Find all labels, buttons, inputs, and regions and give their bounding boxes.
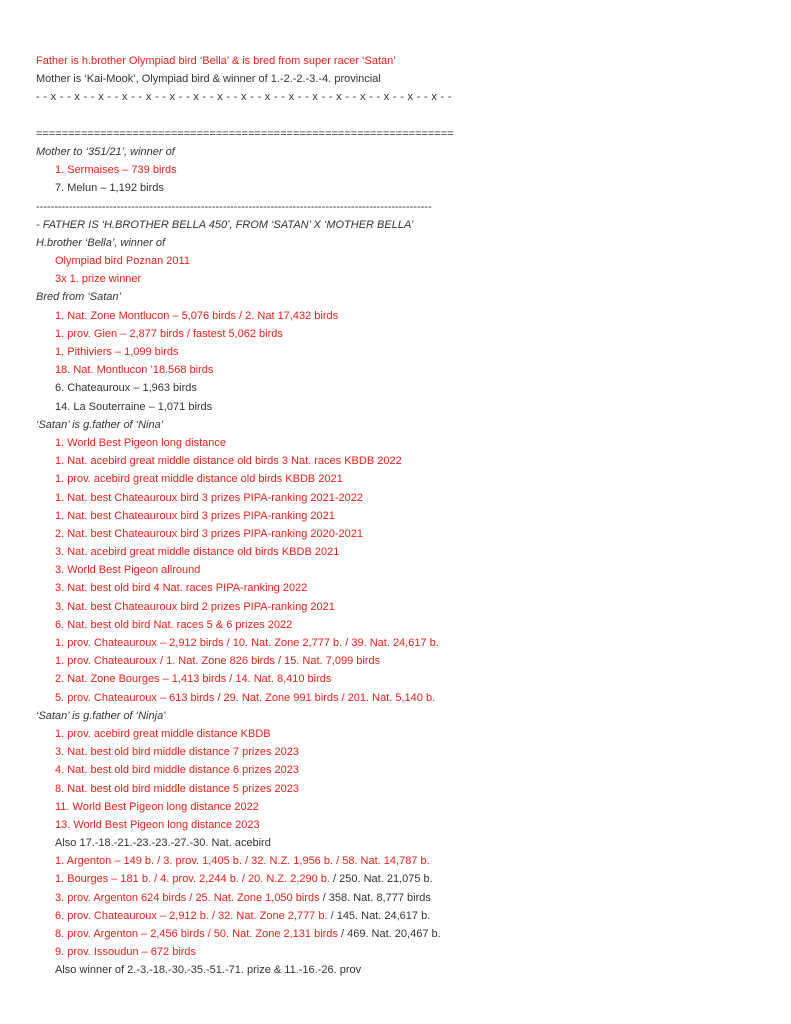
result-line: 3. World Best Pigeon allround — [55, 564, 201, 577]
result-line: 4. Nat. best old bird middle distance 6 prizes 2023 — [55, 764, 299, 777]
result-line: 1. prov. Gien – 2,877 birds / fastest 5,062 birds — [55, 327, 283, 340]
result-line — [36, 889, 756, 907]
result-red-part: 9. prov. Issoudun – 672 birds — [55, 946, 197, 959]
result-line: 3. Nat. acebird great middle distance old birds KBDB 2021 — [55, 546, 340, 559]
father-line: Father is h.brother Olympiad bird ‘Bella’ & is bred from super racer ‘Satan’ — [36, 55, 396, 67]
result-line: 1. Nat. acebird great middle distance old birds 3 Nat. races KBDB 2022 — [55, 455, 402, 468]
result-dark-part: / 145. Nat. 24,617 b. — [327, 909, 431, 922]
result-line — [36, 870, 756, 888]
result-line: 3. Nat. best Chateauroux bird 2 prizes PIPA-ranking 2021 — [55, 600, 335, 613]
result-line: 1. Sermaises – 739 birds — [55, 164, 177, 177]
result-line: 6. Nat. best old bird Nat. races 5 & 6 prizes 2022 — [55, 618, 293, 631]
result-line: 7. Melun – 1,192 birds — [55, 182, 164, 195]
result-line — [36, 852, 756, 870]
result-line: Olympiad bird Poznan 2011 — [55, 255, 190, 268]
result-red-part: 8. prov. Argenton – 2,456 birds / 50. Nat. Zone 2,131 birds — [55, 928, 338, 940]
dash-separator: ------------------------------------------------------------------------------------------------------------ — [36, 200, 432, 213]
result-line: 1. prov. acebird great middle distance KBDB — [55, 727, 271, 740]
hbrother-results-list — [36, 252, 756, 288]
result-dark-part: / 469. Nat. 20,467 b. — [337, 928, 441, 940]
ninja-results-list — [36, 725, 756, 852]
result-line: 3x 1. prize winner — [55, 273, 142, 286]
mother-line: Mother is ‘Kai-Mook’, Olympiad bird & winner of 1.-2.-2.-3.-4. provincial — [36, 73, 381, 86]
result-line — [36, 925, 756, 943]
hbrother-heading: H.brother ‘Bella’, winner of — [36, 236, 166, 249]
result-line: 1. prov. acebird great middle distance old birds KBDB 2021 — [55, 473, 343, 486]
spacer — [36, 107, 756, 125]
ninja-heading: ‘Satan’ is g.father of ‘Ninja’ — [36, 709, 166, 722]
result-line: 1. Nat. best Chateauroux bird 3 prizes PIPA-ranking 2021-2022 — [55, 491, 363, 504]
mother-heading: Mother to ‘351/21’, winner of — [36, 145, 175, 158]
result-red-part: 3. prov. Argenton 624 birds / 25. Nat. Zone 1,050 birds — [55, 891, 320, 904]
result-red-part: 1. Bourges – 181 b. / 4. prov. 2,244 b. / 20. N.Z. 2,290 b. — [55, 873, 330, 886]
double-separator: ================================================================= — [36, 127, 454, 140]
result-line: 14. La Souterraine – 1,071 birds — [55, 400, 213, 413]
result-line: 13. World Best Pigeon long distance 2023 — [55, 818, 260, 831]
result-line: 2. Nat. Zone Bourges – 1,413 birds / 14. Nat. 8,410 birds — [55, 673, 332, 686]
satan-heading: Bred from ‘Satan’ — [36, 291, 121, 304]
result-line: 1. Nat. best Chateauroux bird 3 prizes PIPA-ranking 2021 — [55, 509, 335, 522]
mother-results-list — [36, 161, 756, 197]
result-line: 1. prov. Chateauroux / 1. Nat. Zone 826 birds / 15. Nat. 7,099 birds — [55, 655, 381, 668]
x-separator: - - x - - x - - x - - x - - x - - x - - x - - x - - x - - x - - x - - x - - x - - x - - x - - x - - x - - — [36, 91, 452, 104]
result-line: 3. Nat. best old bird middle distance 7 prizes 2023 — [55, 746, 299, 759]
result-line: 8. Nat. best old bird middle distance 5 prizes 2023 — [55, 782, 299, 795]
result-line: 3. Nat. best old bird 4 Nat. races PIPA-ranking 2022 — [55, 582, 308, 595]
result-red-part: 1. Argenton – 149 b. / 3. prov. 1,405 b. / 32. N.Z. 1,956 b. / 58. Nat. 14,787 b. — [55, 855, 430, 868]
result-line: Also 17.-18.-21.-23.-23.-27.-30. Nat. acebird — [55, 837, 271, 850]
result-line: 11. World Best Pigeon long distance 2022 — [55, 800, 259, 813]
result-line: 1. Pithiviers – 1,099 birds — [55, 346, 179, 358]
result-line: 1. Nat. Zone Montlucon – 5,076 birds / 2. Nat 17,432 birds — [55, 309, 339, 322]
result-line: 2. Nat. best Chateauroux bird 3 prizes PIPA-ranking 2020-2021 — [55, 527, 363, 540]
father-heading: - FATHER IS ‘H.BROTHER BELLA 450’, FROM ‘SATAN’ X ‘MOTHER BELLA’ — [36, 218, 414, 231]
result-line: 1. prov. Chateauroux – 2,912 birds / 10. Nat. Zone 2,777 b. / 39. Nat. 24,617 b. — [55, 637, 439, 649]
result-red-part: 6. prov. Chateauroux – 2,912 b. / 32. Nat. Zone 2,777 b. — [55, 909, 328, 922]
nina-heading: ‘Satan’ is g.father of ‘Nina’ — [36, 418, 164, 431]
result-line: 6. Chateauroux – 1,963 birds — [55, 382, 197, 395]
result-line — [36, 943, 756, 961]
result-line: 5. prov. Chateauroux – 613 birds / 29. Nat. Zone 991 birds / 201. Nat. 5,140 b. — [55, 691, 436, 704]
nina-results-list — [36, 434, 756, 707]
result-dark-part: / 250. Nat. 21,075 b. — [329, 873, 433, 886]
result-line: 1. World Best Pigeon long distance — [55, 436, 227, 449]
result-line: 18. Nat. Montlucon ’18.568 birds — [55, 364, 214, 377]
satan-results-list — [36, 307, 756, 416]
result-line — [36, 907, 756, 925]
ninja-mixed-results-list — [36, 852, 756, 961]
pedigree-document — [36, 52, 756, 980]
result-dark-part: / 358. Nat. 8,777 birds — [319, 891, 431, 904]
closing-line: Also winner of 2.-3.-18.-30.-35.-51.-71. prize & 11.-16.-26. prov — [55, 964, 362, 977]
